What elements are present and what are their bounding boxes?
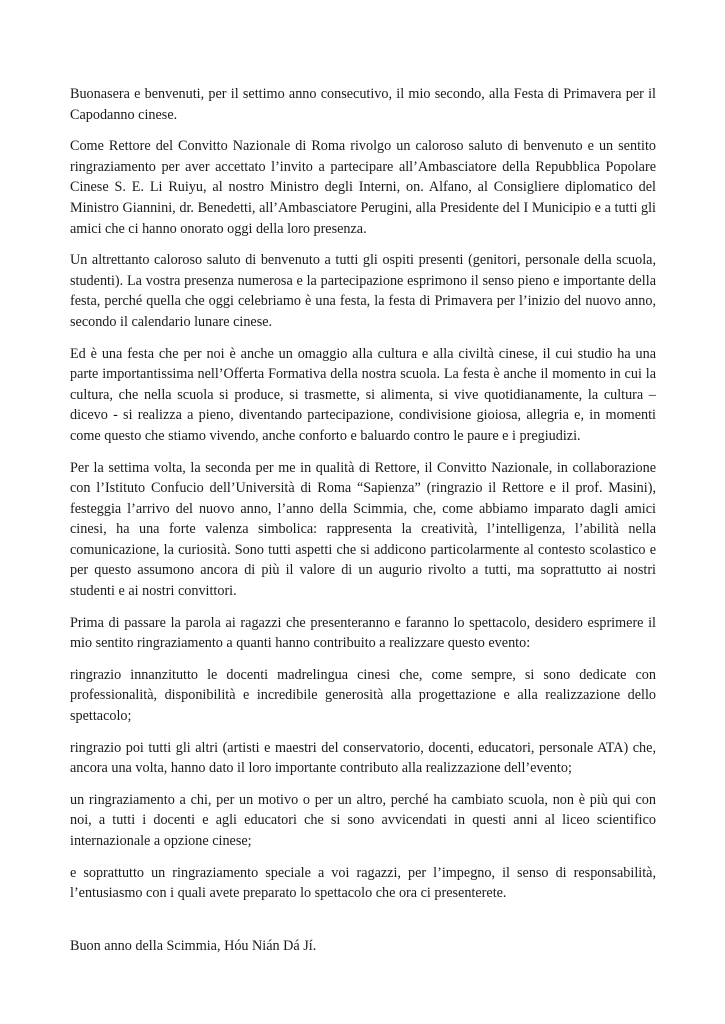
closing-line: Buon anno della Scimmia, Hóu Nián Dá Jí. [70, 937, 317, 954]
paragraph-thanks-students: e soprattutto un ringraziamento speciale a voi ragazzi, per l’impegno, il senso di responsabilità, l’entusiasmo con i quali avete preparato lo spettacolo che ora ci presenterete. [70, 864, 656, 902]
paragraph-culture: Ed è una festa che per noi è anche un omaggio alla cultura e alla civiltà cinese, il cui studio ha una parte importantissima nell’Offerta Formativa della nostra scuola. La festa è anche il momento in cui la cultura, che nella scuola si produce, si trasmette, si alimenta, si vive quotidianamente, la cultura – dicevo - si realizza a pieno, diventando partecipazione, condivisione gioiosa, allegria e, in momenti come questo che stiamo vivendo, anche conforto e baluardo contro le paure e i pregiudizi. [70, 345, 656, 444]
paragraph-thanks-teachers: ringrazio innanzitutto le docenti madrelingua cinesi che, come sempre, si sono dedicate con professionalità, disponibilità e incredibile generosità alla progettazione e alla realizzazione dello spettacolo; [70, 666, 656, 725]
paragraph-thanks-others: ringrazio poi tutti gli altri (artisti e maestri del conservatorio, docenti, educatori, personale ATA) che, ancora una volta, hanno dato il loro importante contributo alla realizzazione dell’evento; [70, 739, 656, 777]
paragraph-thanks-former: un ringraziamento a chi, per un motivo o per un altro, perché ha cambiato scuola, non è più qui con noi, a tutti i docenti e agli educatori che si sono avvicendati in questi anni al liceo scientifico internazionale a opzione cinese; [70, 791, 656, 849]
paragraph-thanks-intro: Prima di passare la parola ai ragazzi che presenteranno e faranno lo spettacolo, desidero esprimere il mio sentito ringraziamento a quanti hanno contribuito a realizzare questo evento: [70, 614, 656, 652]
paragraph-guests-welcome: Un altrettanto caloroso saluto di benvenuto a tutti gli ospiti presenti (genitori, personale della scuola, studenti). La vostra presenza numerosa e la partecipazione esprimono il senso pieno e importante della festa, perché quella che oggi celebriamo è una festa, la festa di Primavera per l’inizio del nuovo anno, secondo il calendario lunare cinese. [70, 252, 656, 330]
paragraph-year-of-monkey: Per la settima volta, la seconda per me in qualità di Rettore, il Convitto Nazionale, in collaborazione con l’Istituto Confucio dell’Università di Roma “Sapienza” (ringrazio il Rettore e il prof. Masini), festeggia l’arrivo del nuovo anno, l’anno della Scimmia, che, come abbiamo imparato dagli amici cinesi, ha una forte valenza simbolica: rappresenta la creatività, l’intelligenza, l’abilità nella comunicazione, la curiosità. Sono tutti aspetti che si addicono particolarmente al contesto scolastico e per questo assumono ancora di più il valore di un augurio rivolto a tutti, ma soprattutto ai nostri studenti e ai nostri convittori. [70, 459, 656, 600]
paragraph-rector-welcome: Come Rettore del Convitto Nazionale di Roma rivolgo un caloroso saluto di benvenuto e un sentito ringraziamento per aver accettato l’invito a partecipare all’Ambasciatore della Repubblica Popolare Cinese S. E. Li Ruiyu, al nostro Ministro degli Interni, on. Alfano, al Consigliere diplomatico del Ministro Giannini, dr. Benedetti, all’Ambasciatore Perugini, alla Presidente del I Municipio e a tutti gli amici che ci hanno onorato oggi della loro presenza. [70, 138, 656, 237]
document-body [70, 84, 656, 967]
paragraph-greeting: Buonasera e benvenuti, per il settimo anno consecutivo, il mio secondo, alla Festa di Primavera per il Capodanno cinese. [70, 86, 656, 123]
